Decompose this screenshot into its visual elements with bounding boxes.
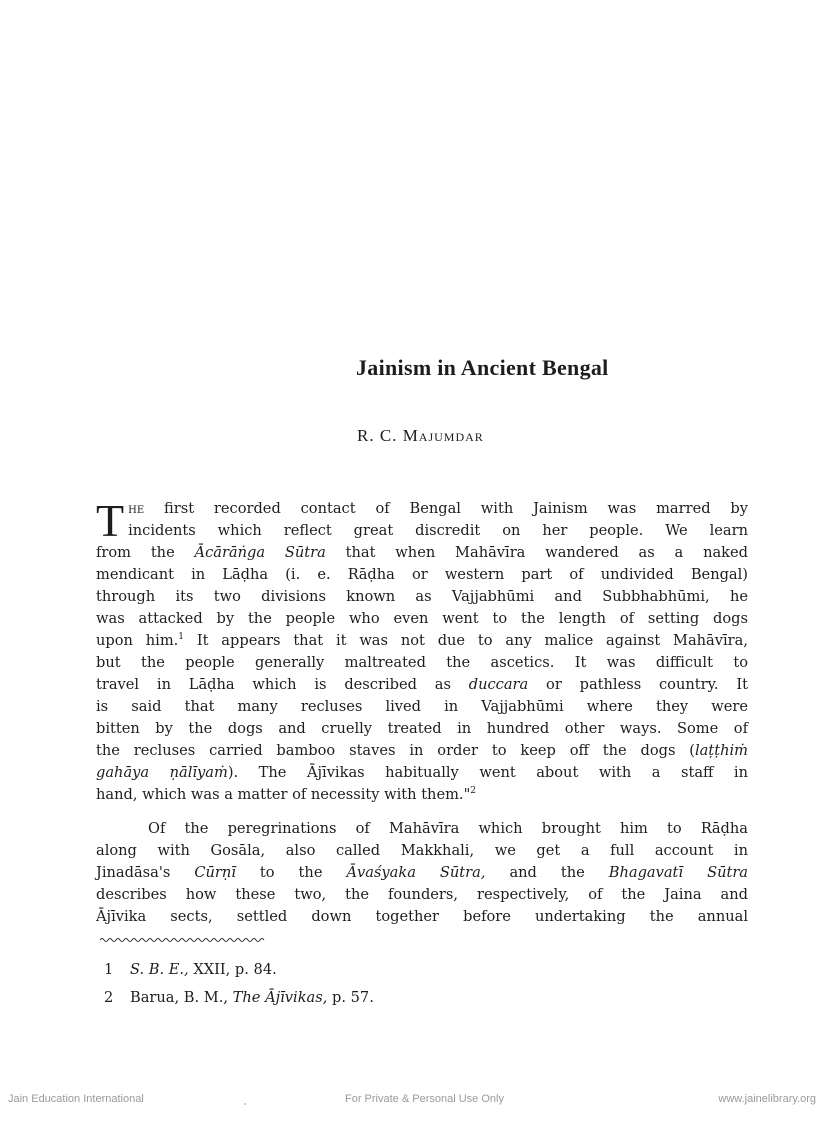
footnote-ref[interactable]: 1 [178, 632, 185, 643]
text-run: to the [235, 864, 347, 881]
footnote-separator [100, 937, 266, 943]
body-line [96, 542, 748, 564]
body-line [96, 740, 748, 762]
footnotes [104, 956, 604, 1012]
footnote-text: XXII, p. 84. [188, 961, 277, 978]
drop-cap: T [96, 495, 125, 546]
body-line: Ājīvika sects, settled down together before undertaking the annual [96, 908, 748, 925]
article-title: Jainism in Ancient Bengal [356, 355, 609, 380]
body-line: bitten by the dogs and cruelly treated in hundred other ways. Some of [96, 720, 748, 737]
footnote-1 [104, 956, 604, 984]
italic-term: duccara [468, 676, 529, 693]
footer-publisher: Jain Education International [8, 1093, 144, 1105]
body-line: describes how these two, the founders, respectively, of the Jaina and [96, 886, 748, 903]
italic-term: Cūrṇī [194, 864, 236, 881]
body-line: was attacked by the people who even went to the length of setting dogs [96, 610, 748, 627]
text-run: and the [485, 864, 609, 881]
footnote-number: 1 [104, 961, 114, 978]
small-caps-word: he [128, 500, 145, 517]
body-line [96, 630, 748, 652]
body-line: along with Gosāla, also called Makkhali, we get a full account in [96, 842, 748, 859]
body-line: through its two divisions known as Vajjabhūmi and Subbhabhūmi, he [96, 588, 748, 605]
italic-term: Bhagavatī Sūtra [608, 864, 749, 881]
text-run: that when Mahāvīra wandered as a naked [325, 544, 748, 561]
text-run: Jinadāsa's [96, 864, 195, 881]
body-line [96, 498, 748, 520]
footnote-italic: The Ājīvikas, [232, 989, 328, 1006]
text-run: upon him. [96, 632, 179, 649]
author-surname: Majumdar [402, 426, 484, 445]
footer-usage-note: For Private & Personal Use Only [345, 1093, 504, 1105]
body-line [96, 862, 748, 884]
footnote-2 [104, 984, 604, 1012]
text-run: the recluses carried bamboo staves in order to keep off the dogs ( [96, 742, 695, 759]
body-line [96, 762, 748, 784]
author-byline [357, 426, 557, 446]
body-line [96, 674, 748, 696]
paragraph-2 [96, 818, 748, 928]
footnote-number: 2 [104, 989, 114, 1006]
footer-website-link[interactable]: www.jainelibrary.org [718, 1093, 816, 1105]
text-run: travel in Lāḍha which is described as [96, 676, 469, 693]
body-line [96, 784, 748, 806]
body-line: incidents which reflect great discredit on her people. We learn [128, 522, 748, 539]
author-initials: R. C. [357, 426, 403, 445]
body-line: but the people generally maltreated the ascetics. It was difficult to [96, 654, 748, 671]
text-run: first recorded contact of Bengal with Jainism was marred by [144, 500, 748, 517]
italic-term: gahāya ṇālīyaṁ [96, 764, 228, 781]
italic-term: Āvaśyaka Sūtra, [346, 864, 486, 881]
text-run: hand, which was a matter of necessity with them." [96, 786, 471, 803]
italic-term: Ācārāṅga Sūtra [194, 544, 326, 561]
article-body [96, 495, 749, 928]
text-run: ). The Ājīvikas habitually went about with a staff in [227, 764, 748, 781]
footnote-ref[interactable]: 2 [470, 786, 477, 797]
footnote-text: p. 57. [327, 989, 374, 1006]
page-footer [0, 1093, 828, 1109]
footnote-italic: S. B. E., [130, 961, 189, 978]
body-line: mendicant in Lāḍha (i. e. Rāḍha or western part of undivided Bengal) [96, 566, 748, 583]
paragraph-1 [96, 495, 748, 806]
text-run: or pathless country. It [528, 676, 748, 693]
footnote-text: Barua, B. M., [130, 989, 233, 1006]
text-run: from the [96, 544, 195, 561]
text-run: It appears that it was not due to any malice against Mahāvīra, [184, 632, 748, 649]
body-line: Of the peregrinations of Mahāvīra which brought him to Rāḍha [148, 820, 748, 837]
body-line: is said that many recluses lived in Vajjabhūmi where they were [96, 698, 748, 715]
italic-term: laṭṭhiṁ [694, 742, 748, 759]
